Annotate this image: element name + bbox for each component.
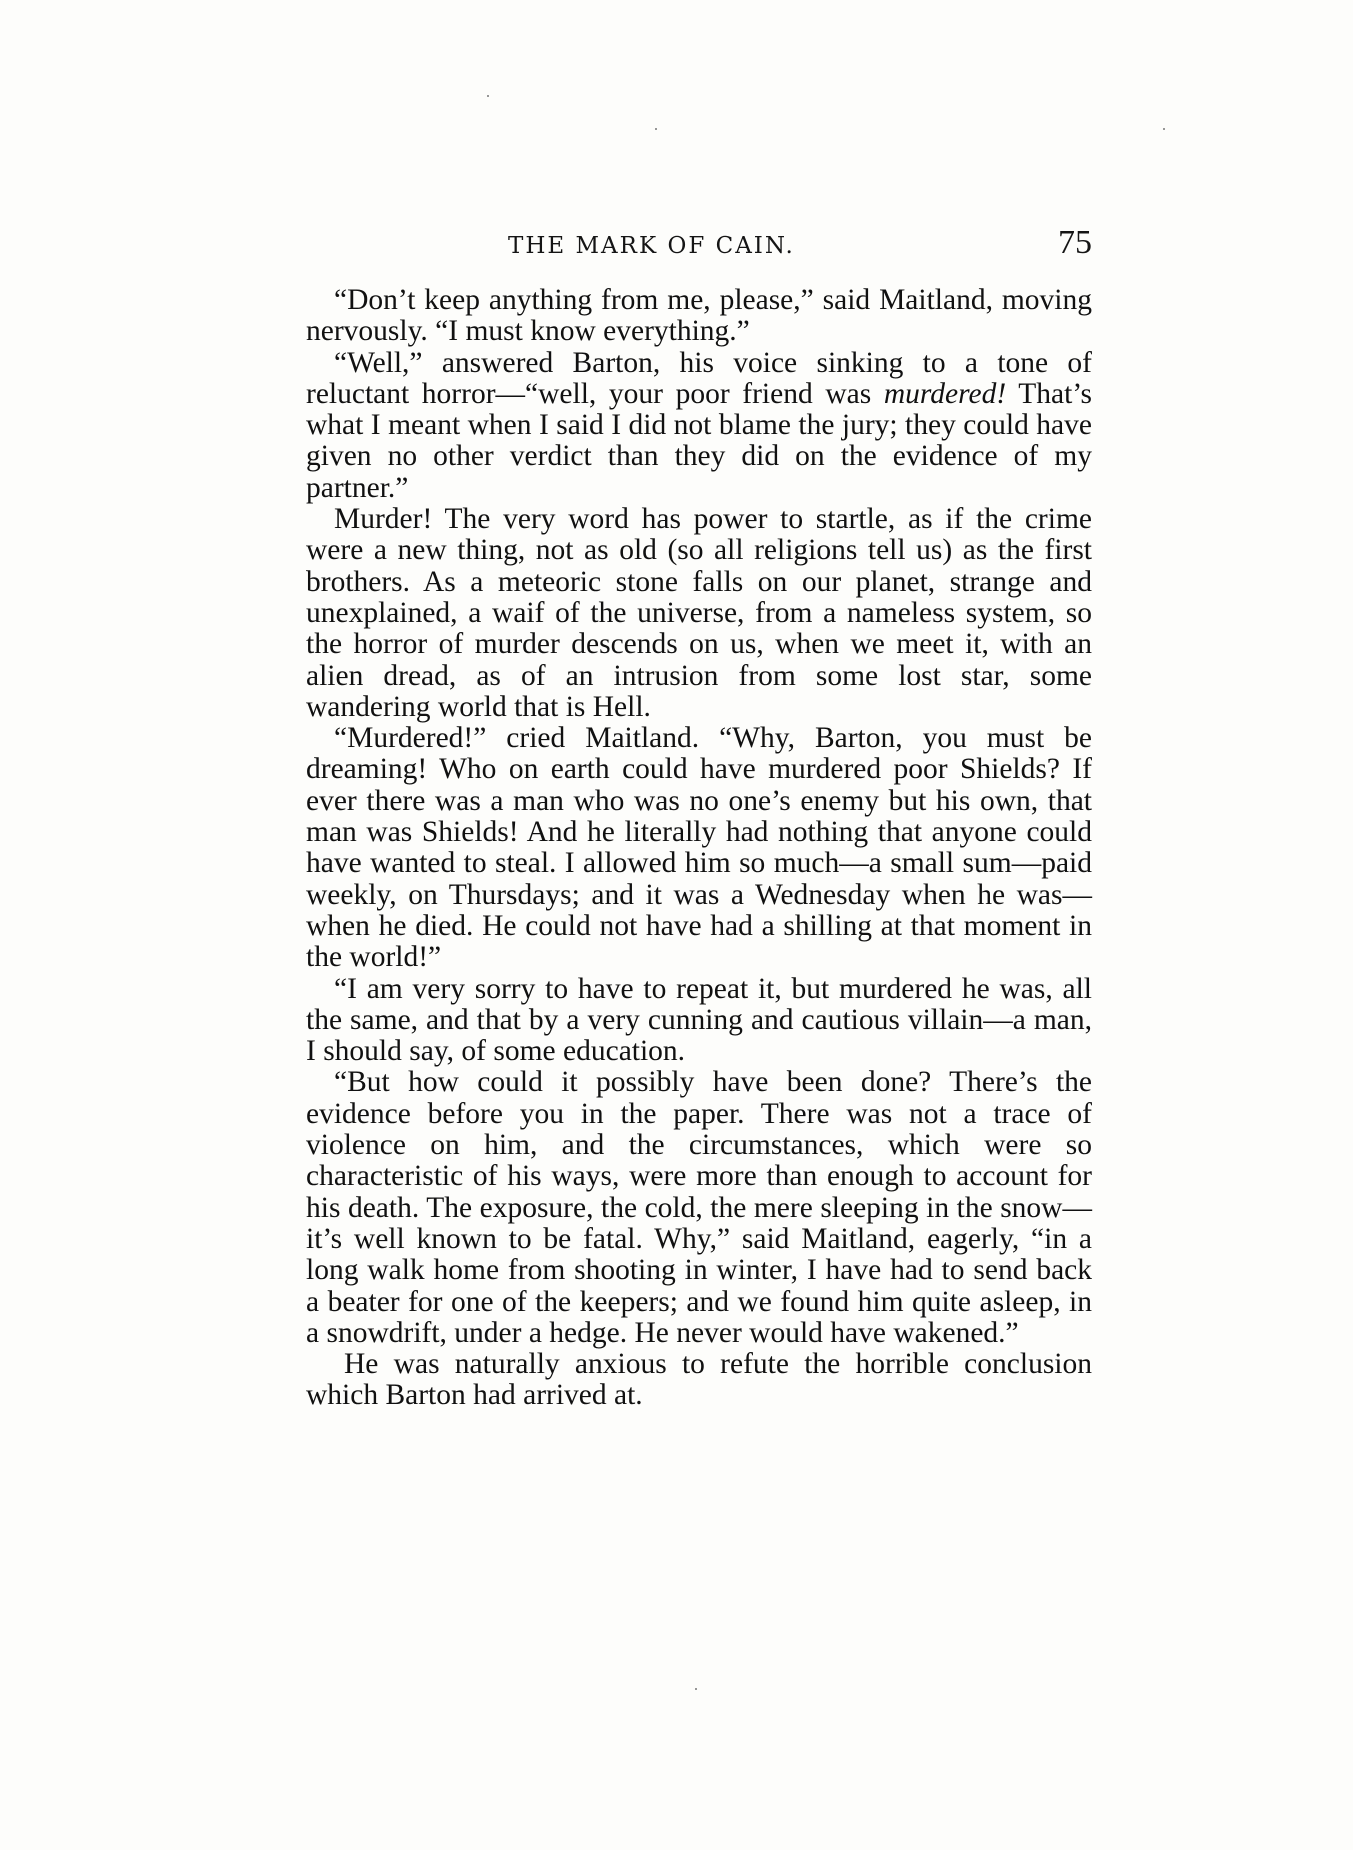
paragraph-text: That’s what I meant when I said I did not blame the jury; they could have given no other verdict than they did on the evidence of my partner.” (306, 377, 1093, 504)
running-title: THE MARK OF CAIN. (508, 233, 795, 259)
print-speck (487, 95, 489, 97)
paragraph: “I am very sorry to have to repeat it, but murdered he was, all the same, and that by a very cunning and cautious villain—a man, I should say, of some education. (306, 972, 1092, 1068)
print-speck (695, 1688, 697, 1690)
emphasis: murdered! (883, 377, 1007, 410)
paragraph: “Murdered!” cried Maitland. “Why, Barton, you must be dreaming! Who on earth could have murdered poor Shields? If ever there was a man who was no one’s enemy but his own, that man was Shields! And he literally had nothing that anyone could have wanted to steal. I allowed him so much—a small sum—paid weekly, on Thursdays; and it was a Wednesday when he was—when he died. He could not have had a shilling at that moment in the world!” (306, 722, 1092, 974)
print-speck (655, 128, 657, 130)
print-speck (1163, 128, 1165, 130)
paragraph-text: “Well,” answered Barton, his voice sinking to a tone of reluctant horror—“well, your poor friend was (306, 346, 1092, 410)
paragraph (306, 348, 1092, 504)
paragraph: He was naturally anxious to refute the horrible conclusion which Barton had arrived at. (306, 1348, 1092, 1412)
paragraph: “Don’t keep anything from me, please,” said Maitland, moving nervously. “I must know everything.” (306, 284, 1092, 348)
paragraph: “But how could it possibly have been done? There’s the evidence before you in the paper. There was not a trace of violence on him, and the circumstances, which were so characteristic of his ways, were more than enough to account for his death. The exposure, the cold, the mere sleeping in the snow—it’s well known to be fatal. Why,” said Maitland, eagerly, “in a long walk home from shooting in winter, I have had to send back a beater for one of the keepers; and we found him quite asleep, in a snowdrift, under a hedge. He never would have wakened.” (306, 1066, 1092, 1349)
body-text (306, 285, 1092, 1412)
page-number: 75 (1058, 224, 1092, 261)
paragraph: Murder! The very word has power to startle, as if the crime were a new thing, not as old (so all religions tell us) as the first brothers. As a meteoric stone falls on our planet, strange and unexplained, a waif of the universe, from a nameless system, so the horror of murder descends on us, when we meet it, with an alien dread, as of an intrusion from some lost star, some wandering world that is Hell. (306, 503, 1092, 723)
